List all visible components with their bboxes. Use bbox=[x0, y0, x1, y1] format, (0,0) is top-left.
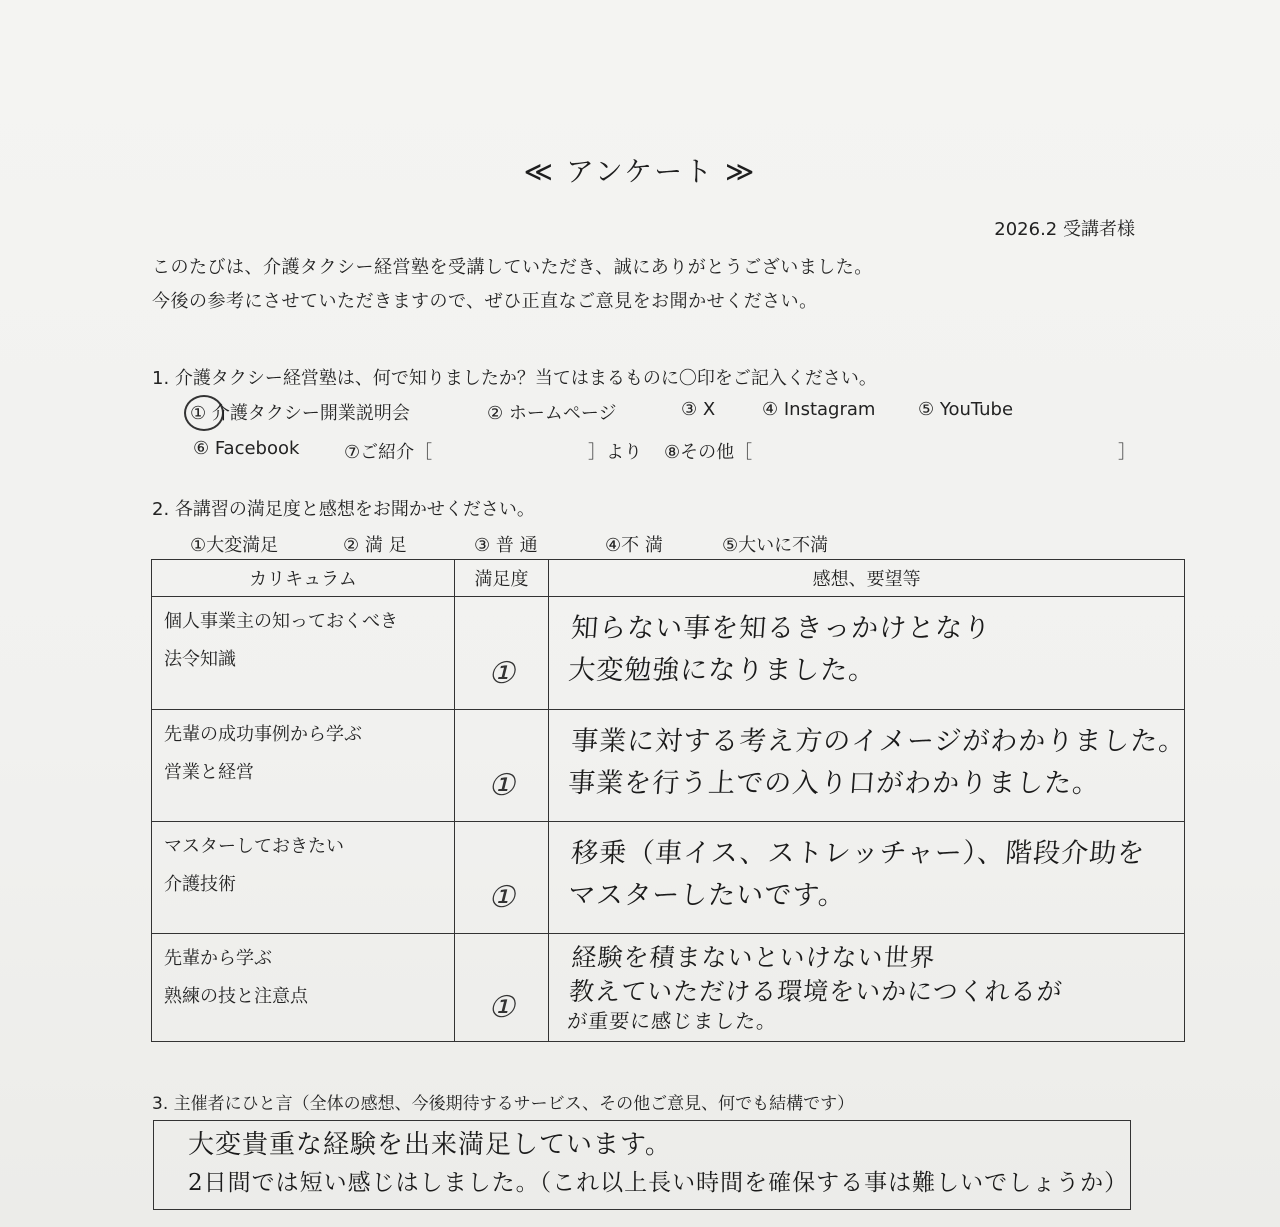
comment-line: が重要に感じました。 bbox=[565, 1008, 778, 1032]
table-row bbox=[152, 710, 1185, 822]
comment-line: 知らない事を知るきっかけとなり bbox=[569, 612, 992, 643]
page-title: ≪ アンケート ≫ bbox=[523, 155, 757, 188]
table-row bbox=[152, 597, 1185, 710]
question-3: 3. 主催者にひと言（全体の感想、今後期待するサービス、その他ご意見、何でも結構です） bbox=[152, 1094, 855, 1114]
question-1: 1. 介護タクシー経営塾は、何で知りましたか？当てはまるものに〇印をご記入ください。 bbox=[152, 368, 877, 389]
comment-cell[interactable] bbox=[545, 934, 1189, 1042]
comment-line: 事業に対する考え方のイメージがわかりました。 bbox=[569, 725, 1188, 756]
comment-cell[interactable] bbox=[545, 710, 1189, 822]
scale-neutral: ③ 普 通 bbox=[474, 535, 538, 556]
table-row bbox=[152, 822, 1185, 934]
option-7-referral-suffix: ］より bbox=[588, 442, 642, 463]
rating-value: ① bbox=[488, 655, 515, 691]
header-curriculum: カリキュラム bbox=[152, 560, 455, 597]
rating-value: ① bbox=[488, 768, 515, 803]
header-comments: 感想、要望等 bbox=[549, 560, 1185, 597]
comment-line: 事業を行う上での入り口がわかりました。 bbox=[566, 767, 1101, 798]
curriculum-line: 法令知識 bbox=[164, 649, 236, 670]
comment-cell[interactable] bbox=[545, 822, 1189, 934]
option-7-referral[interactable]: ⑦ご紹介［ bbox=[344, 442, 433, 463]
scale-satisfied: ② 満 足 bbox=[343, 535, 407, 556]
rating-cell[interactable] bbox=[455, 934, 549, 1042]
option-3-x[interactable]: ③ X bbox=[681, 399, 716, 420]
comment-line: 経験を積まないといけない世界 bbox=[570, 942, 937, 971]
comment-line: マスターしたいです。 bbox=[566, 879, 847, 910]
option-4-instagram[interactable]: ④ Instagram bbox=[762, 399, 876, 420]
curriculum-line: 先輩から学ぶ bbox=[164, 948, 272, 969]
feedback-line-2: 2日間では短い感じはしました。（これ以上長い時間を確保する事は難しいでしょうか） bbox=[188, 1170, 1129, 1196]
table-header-row bbox=[152, 560, 1185, 597]
option-1-explanation-session[interactable]: ① 介護タクシー開業説明会 bbox=[190, 403, 410, 424]
scale-very-satisfied: ①大変満足 bbox=[190, 535, 279, 556]
rating-cell[interactable] bbox=[455, 597, 549, 710]
feedback-line-1: 大変貴重な経験を出来満足しています。 bbox=[188, 1130, 672, 1160]
option-6-facebook[interactable]: ⑥ Facebook bbox=[193, 438, 300, 459]
curriculum-cell bbox=[152, 934, 455, 1042]
question-2: 2. 各講習の満足度と感想をお聞かせください。 bbox=[152, 499, 535, 520]
option-2-homepage[interactable]: ② ホームページ bbox=[487, 403, 617, 424]
rating-cell[interactable] bbox=[455, 710, 549, 822]
curriculum-line: マスターしておきたい bbox=[164, 836, 344, 857]
option-8-other-close: ］ bbox=[1118, 442, 1136, 463]
curriculum-line: 先輩の成功事例から学ぶ bbox=[164, 724, 362, 745]
rating-value: ① bbox=[488, 990, 515, 1025]
curriculum-line: 個人事業主の知っておくべき bbox=[164, 611, 398, 632]
curriculum-line: 熟練の技と注意点 bbox=[164, 986, 308, 1007]
satisfaction-table bbox=[151, 559, 1188, 1042]
rating-cell[interactable] bbox=[455, 822, 549, 934]
curriculum-cell bbox=[152, 597, 455, 710]
table-row bbox=[152, 934, 1185, 1042]
comment-cell[interactable] bbox=[545, 597, 1189, 710]
rating-value: ① bbox=[488, 880, 515, 915]
option-5-youtube[interactable]: ⑤ YouTube bbox=[918, 399, 1014, 420]
curriculum-cell bbox=[152, 710, 455, 822]
scale-dissatisfied: ④不 満 bbox=[605, 535, 663, 556]
option-8-other[interactable]: ⑧その他［ bbox=[664, 442, 753, 463]
header-satisfaction: 満足度 bbox=[455, 560, 549, 597]
comment-line: 大変勉強になりました。 bbox=[566, 654, 877, 685]
comment-line: 教えていただける環境をいかにつくれるが bbox=[567, 976, 1064, 1005]
curriculum-cell bbox=[152, 822, 455, 934]
intro-line-1: このたびは、介護タクシー経営塾を受講していただき、誠にありがとうございました。 bbox=[152, 257, 873, 278]
date-recipient: 2026.2 受講者様 bbox=[994, 219, 1135, 240]
comment-line: 移乗（車イス、ストレッチャー）、階段介助を bbox=[569, 837, 1146, 868]
curriculum-line: 介護技術 bbox=[164, 874, 236, 895]
curriculum-line: 営業と経営 bbox=[164, 762, 254, 783]
intro-line-2: 今後の参考にさせていただきますので、ぜひ正直なご意見をお聞かせください。 bbox=[152, 291, 818, 312]
scale-very-dissatisfied: ⑤大いに不満 bbox=[722, 535, 829, 556]
